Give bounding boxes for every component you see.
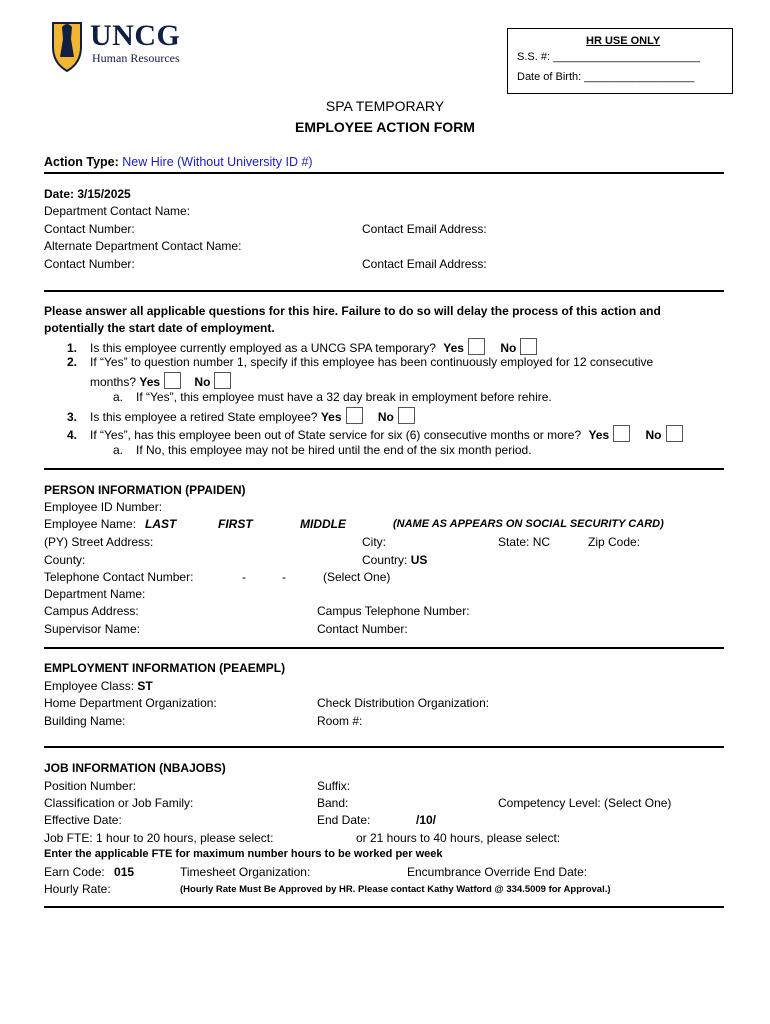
divider: [44, 468, 724, 470]
q2-text-b: months?: [90, 375, 137, 389]
zip-code-label: Zip Code:: [588, 535, 641, 549]
state-label: State: NC: [498, 535, 551, 549]
country-value[interactable]: US: [410, 553, 428, 567]
q3-text: Is this employee a retired State employee?: [90, 410, 318, 424]
earn-code-value[interactable]: 015: [114, 865, 135, 879]
phone-dash-2: -: [282, 570, 286, 584]
q2-no-label: No: [194, 375, 211, 389]
name-note: (NAME AS APPEARS ON SOCIAL SECURITY CARD): [393, 518, 664, 530]
q2-yes-label: Yes: [139, 375, 161, 389]
campus-address-label: Campus Address:: [44, 604, 139, 618]
person-heading: PERSON INFORMATION (PPAIDEN): [44, 483, 246, 497]
q4-sub-text: If No, this employee may not be hired until the end of the six month period.: [136, 443, 532, 457]
department-name-label: Department Name:: [44, 587, 146, 601]
telephone-label: Telephone Contact Number:: [44, 570, 194, 584]
action-type-label: Action Type:: [44, 155, 119, 169]
q2-sub-number: a.: [113, 390, 124, 404]
employee-name-label: Employee Name:: [44, 517, 137, 531]
fte-low-select[interactable]: Job FTE: 1 hour to 20 hours, please select:: [44, 831, 274, 845]
q2-no-checkbox[interactable]: [214, 372, 231, 389]
question-4-sub: [113, 443, 532, 457]
last-name-label: LAST: [145, 517, 177, 531]
first-name-label: FIRST: [218, 517, 253, 531]
street-address-label: (PY) Street Address:: [44, 535, 154, 549]
date: Date: 3/15/2025: [44, 187, 131, 201]
employee-class-label: Employee Class:: [44, 679, 135, 693]
questions-intro-1: Please answer all applicable questions for this hire. Failure to do so will delay the process of this action and: [44, 304, 661, 318]
alt-contact-name-label: Alternate Department Contact Name:: [44, 239, 242, 253]
middle-name-label: MIDDLE: [300, 517, 346, 531]
end-date-value[interactable]: /10/: [416, 813, 437, 827]
q1-no-checkbox[interactable]: [520, 338, 537, 355]
earn-code: [44, 865, 134, 879]
q4-sub-number: a.: [113, 443, 124, 457]
country-label-text: Country:: [362, 553, 408, 567]
city-label: City:: [362, 535, 386, 549]
divider: [44, 906, 724, 908]
effective-date-label: Effective Date:: [44, 813, 122, 827]
band-label: Band:: [317, 796, 349, 810]
title-line2: EMPLOYEE ACTION FORM: [295, 119, 475, 135]
employee-class: [44, 679, 153, 693]
q4-no-checkbox[interactable]: [666, 425, 683, 442]
title-line1: SPA TEMPORARY: [325, 98, 445, 114]
hr-box-title: HR USE ONLY: [586, 35, 661, 47]
q3-yes-checkbox[interactable]: [346, 407, 363, 424]
divider: [44, 746, 724, 748]
question-4: [67, 425, 683, 442]
q2-number: 2.: [67, 355, 78, 369]
q3-no-checkbox[interactable]: [398, 407, 415, 424]
supervisor-name-label: Supervisor Name:: [44, 622, 141, 636]
question-3: [67, 407, 415, 424]
contact-email-label-2: Contact Email Address:: [362, 257, 487, 271]
competency-level-select[interactable]: Competency Level: (Select One): [498, 796, 672, 810]
q4-text: If “Yes”, has this employee been out of State service for six (6) consecutive months or more?: [90, 428, 582, 442]
q3-no-label: No: [377, 410, 394, 424]
contact-number-label: Contact Number:: [44, 222, 135, 236]
phone-dash-1: -: [242, 570, 246, 584]
check-org-label: Check Distribution Organization:: [317, 696, 490, 710]
divider: [44, 172, 724, 174]
encumbrance-label: Encumbrance Override End Date:: [407, 865, 588, 879]
room-label: Room #:: [317, 714, 363, 728]
question-2-sub: [113, 390, 552, 404]
fte-high-select[interactable]: or 21 hours to 40 hours, please select:: [356, 831, 561, 845]
employee-class-value[interactable]: ST: [137, 679, 153, 693]
employment-heading: EMPLOYMENT INFORMATION (PEAEMPL): [44, 661, 286, 675]
question-2-cont: [90, 372, 231, 389]
hourly-rate-note: (Hourly Rate Must Be Approved by HR. Please contact Kathy Watford @ 334.5009 for Approval.): [180, 884, 611, 895]
q4-yes-label: Yes: [588, 428, 610, 442]
county-label: County:: [44, 553, 86, 567]
q1-number: 1.: [67, 341, 78, 355]
hr-box-dob: Date of Birth: __________________: [517, 71, 695, 83]
question-2: [67, 355, 653, 369]
uncg-spartan-shield-icon: [50, 17, 84, 73]
q1-yes-checkbox[interactable]: [468, 338, 485, 355]
fte-note: Enter the applicable FTE for maximum number hours to be worked per week: [44, 848, 443, 860]
divider: [44, 647, 724, 649]
q4-no-label: No: [645, 428, 662, 442]
supervisor-contact-label: Contact Number:: [317, 622, 408, 636]
divider: [44, 290, 724, 292]
q4-yes-checkbox[interactable]: [613, 425, 630, 442]
q2-sub-text: If “Yes”, this employee must have a 32 day break in employment before rehire.: [136, 390, 552, 404]
suffix-label: Suffix:: [317, 779, 351, 793]
logo: [50, 17, 195, 73]
timesheet-org-label: Timesheet Organization:: [180, 865, 311, 879]
home-org-label: Home Department Organization:: [44, 696, 217, 710]
dept-contact-name-label: Department Contact Name:: [44, 204, 191, 218]
q1-text: Is this employee currently employed as a UNCG SPA temporary?: [90, 341, 436, 355]
logo-name: UNCG: [90, 19, 181, 52]
q1-no-label: No: [500, 341, 517, 355]
q3-yes-label: Yes: [320, 410, 342, 424]
end-date-label: End Date:: [317, 813, 371, 827]
classification-label: Classification or Job Family:: [44, 796, 194, 810]
action-type: [44, 155, 313, 169]
contact-email-label: Contact Email Address:: [362, 222, 487, 236]
phone-type-select[interactable]: (Select One): [323, 570, 391, 584]
q1-yes-label: Yes: [443, 341, 464, 355]
question-1: [67, 338, 537, 355]
action-type-value[interactable]: New Hire (Without University ID #): [122, 155, 313, 169]
logo-subtitle: Human Resources: [92, 51, 180, 65]
employee-id-label: Employee ID Number:: [44, 500, 163, 514]
q3-number: 3.: [67, 410, 78, 424]
questions-intro-2: potentially the start date of employment.: [44, 321, 275, 335]
building-name-label: Building Name:: [44, 714, 126, 728]
earn-code-label: Earn Code:: [44, 865, 105, 879]
hourly-rate-label: Hourly Rate:: [44, 882, 111, 896]
contact-number-label-2: Contact Number:: [44, 257, 135, 271]
country-label: [362, 553, 427, 567]
position-number-label: Position Number:: [44, 779, 137, 793]
hr-use-only-box: [507, 28, 733, 94]
q2-yes-checkbox[interactable]: [164, 372, 181, 389]
campus-phone-label: Campus Telephone Number:: [317, 604, 470, 618]
hr-box-ssn: S.S. #: ________________________: [517, 51, 700, 63]
form-title: [0, 96, 770, 138]
job-heading: JOB INFORMATION (NBAJOBS): [44, 761, 226, 775]
q4-number: 4.: [67, 428, 78, 442]
q2-text-a: If “Yes” to question number 1, specify if this employee has been continuously employed for 12 consecutive: [90, 355, 654, 369]
